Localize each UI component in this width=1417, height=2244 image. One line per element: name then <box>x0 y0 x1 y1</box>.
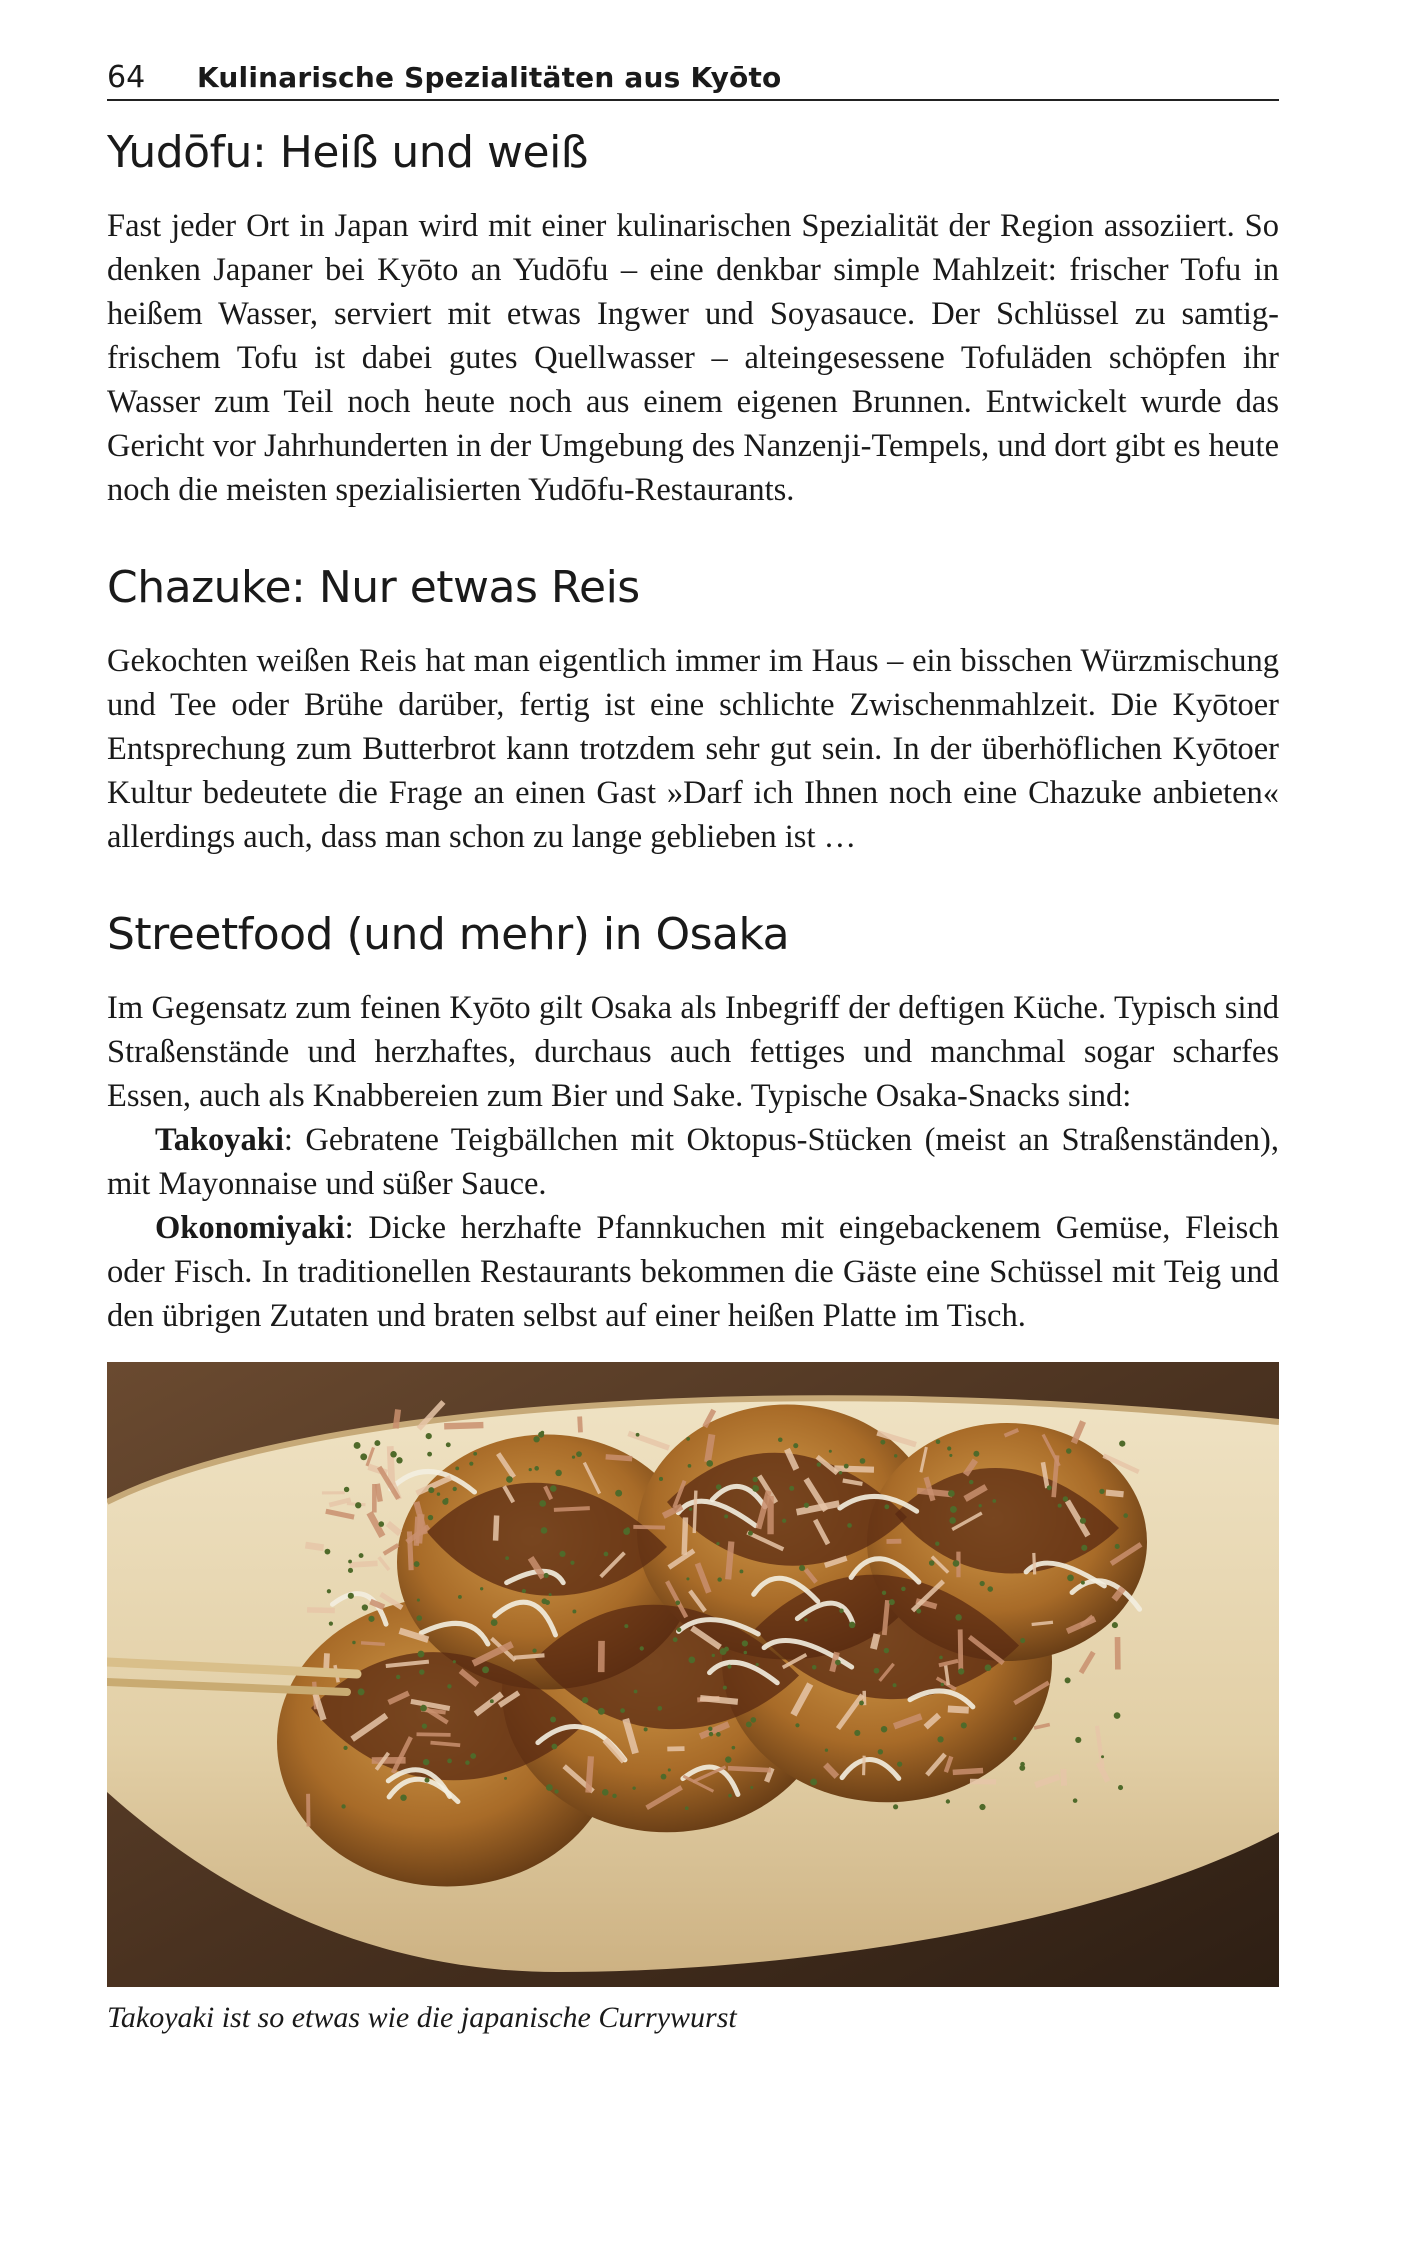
aonori-speck <box>442 1499 448 1505</box>
section-heading-osaka: Streetfood (und mehr) in Osaka <box>107 909 790 960</box>
aonori-speck <box>677 1628 681 1632</box>
aonori-speck <box>420 1705 427 1712</box>
aonori-speck <box>839 1471 843 1475</box>
aonori-speck <box>804 1503 809 1508</box>
aonori-speck <box>882 1591 886 1595</box>
aonori-speck <box>491 1619 498 1626</box>
aonori-speck <box>360 1453 367 1460</box>
aonori-speck <box>753 1477 758 1482</box>
aonori-speck <box>948 1490 955 1497</box>
aonori-speck <box>969 1480 973 1484</box>
aonori-speck <box>374 1440 380 1446</box>
paragraph-yudofu: Fast jeder Ort in Japan wird mit einer kulinarischen Spezialität der Region assoziiert. So denken Japaner bei Kyōto an Yudōfu – eine denkbar simple Mahlzeit: frischer Tofu in heißem Wasser, serviert mit etwas Ingwer und Soyasauce. Der Schlüssel zu samtig-frischem Tofu ist dabei gutes Quellwasser – alteingesessene Tofuläden schöpfen ihr Wasser zum Teil noch heute noch aus einem eigenen Brunnen. Entwickelt wurde das Gericht vor Jahrhunderten in der Umgebung des Nanzenji-Tempels, und dort gibt es heute noch die meisten spezialisierten Yudōfu-Restaurants. <box>107 208 1279 508</box>
aonori-speck <box>390 1451 397 1458</box>
aonori-speck <box>446 1442 451 1447</box>
aonori-speck <box>414 1561 420 1567</box>
bonito-flake <box>493 1515 500 1540</box>
aonori-speck <box>1020 1638 1025 1643</box>
aonori-speck <box>490 1699 494 1703</box>
aonori-speck <box>782 1519 786 1523</box>
aonori-speck <box>550 1717 556 1723</box>
aonori-speck <box>327 1589 331 1593</box>
aonori-speck <box>602 1789 609 1796</box>
aonori-speck <box>1075 1737 1081 1743</box>
aonori-speck <box>661 1774 667 1780</box>
bonito-flake <box>577 1416 583 1432</box>
aonori-speck <box>987 1586 993 1592</box>
aonori-speck <box>348 1568 353 1573</box>
aonori-speck <box>941 1683 944 1686</box>
aonori-speck <box>636 1433 640 1437</box>
aonori-speck <box>799 1565 805 1571</box>
running-head <box>107 60 1279 101</box>
aonori-speck <box>716 1484 722 1490</box>
aonori-speck <box>742 1640 748 1646</box>
aonori-speck <box>473 1452 477 1456</box>
aonori-speck <box>416 1615 422 1621</box>
aonori-speck <box>542 1598 548 1604</box>
bonito-flake <box>1060 1769 1067 1786</box>
aonori-speck <box>529 1468 532 1471</box>
aonori-speck <box>418 1651 425 1658</box>
aonori-speck <box>620 1708 625 1713</box>
aonori-speck <box>1073 1798 1078 1803</box>
aonori-speck <box>901 1587 906 1592</box>
aonori-speck <box>612 1794 616 1798</box>
aonori-speck <box>465 1760 469 1764</box>
aonori-speck <box>354 1442 361 1449</box>
aonori-speck <box>559 1551 565 1557</box>
aonori-speck <box>953 1560 960 1567</box>
aonori-speck <box>854 1730 860 1736</box>
bonito-flake <box>307 1607 335 1613</box>
section-heading-yudofu: Yudōfu: Heiß und weiß <box>107 127 589 178</box>
aonori-speck <box>916 1609 921 1614</box>
aonori-speck <box>658 1706 663 1711</box>
aonori-speck <box>437 1492 440 1495</box>
takoyaki-illustration <box>107 1362 1279 1987</box>
bonito-flake <box>444 1422 483 1430</box>
aonori-speck <box>686 1577 689 1580</box>
aonori-speck <box>428 1515 433 1520</box>
aonori-speck <box>400 1794 406 1800</box>
bonito-flake <box>1115 1637 1121 1670</box>
aonori-speck <box>554 1789 558 1793</box>
aonori-speck <box>689 1508 692 1511</box>
aonori-speck <box>955 1614 961 1620</box>
aonori-speck <box>572 1455 575 1458</box>
aonori-speck <box>1019 1765 1025 1771</box>
aonori-speck <box>640 1646 644 1650</box>
aonori-speck <box>423 1759 429 1765</box>
paragraph-chazuke: Gekochten weißen Reis hat man eigentlich immer im Haus – ein bisschen Würzmischung und Tee oder Brühe darüber, fertig ist eine schlichte Zwischenmahlzeit. Die Kyōtoer Entsprechung zum Butterbrot kann trotzdem sehr gut sein. In der überhöflichen Kyōtoer Kultur bedeutete die Frage an einen Gast »Darf ich Ihnen noch eine Chazuke anbieten« allerdings auch, dass man schon zu lange geblieben ist … <box>107 643 1279 855</box>
aonori-speck <box>748 1531 753 1536</box>
aonori-speck <box>453 1660 456 1663</box>
aonori-speck <box>359 1553 364 1558</box>
bonito-flake <box>886 1539 901 1544</box>
aonori-speck <box>576 1451 582 1457</box>
aonori-speck <box>756 1663 759 1666</box>
aonori-speck <box>355 1502 361 1508</box>
aonori-speck <box>992 1499 996 1503</box>
aonori-speck <box>368 1616 374 1622</box>
aonori-speck <box>712 1654 715 1657</box>
aonori-speck <box>744 1651 748 1655</box>
aonori-speck <box>1101 1755 1104 1758</box>
aonori-speck <box>947 1446 951 1450</box>
aonori-speck <box>804 1618 807 1621</box>
aonori-speck <box>1065 1677 1071 1683</box>
aonori-speck <box>538 1432 544 1438</box>
aonori-speck <box>1081 1581 1085 1585</box>
aonori-speck <box>893 1683 897 1687</box>
aonori-speck <box>1066 1448 1071 1453</box>
aonori-speck <box>1080 1518 1086 1524</box>
aonori-speck <box>723 1686 727 1690</box>
aonori-speck <box>688 1657 695 1664</box>
aonori-speck <box>1067 1575 1074 1582</box>
aonori-speck <box>708 1727 712 1731</box>
aonori-speck <box>751 1717 757 1723</box>
aonori-speck <box>570 1561 574 1565</box>
aonori-speck <box>835 1660 841 1666</box>
aonori-speck <box>470 1753 476 1759</box>
aonori-speck <box>1013 1737 1016 1740</box>
aonori-speck <box>572 1609 576 1613</box>
aonori-speck <box>936 1439 941 1444</box>
running-title: Kulinarische Spezialitäten aus Kyōto <box>197 61 782 94</box>
section-heading-chazuke: Chazuke: Nur etwas Reis <box>107 562 640 613</box>
aonori-speck <box>724 1647 729 1652</box>
aonori-speck <box>447 1759 452 1764</box>
aonori-speck <box>455 1467 459 1471</box>
aonori-speck <box>728 1794 732 1798</box>
aonori-speck <box>716 1732 721 1737</box>
aonori-speck <box>352 1641 355 1644</box>
aonori-speck <box>980 1581 985 1586</box>
bonito-flake <box>970 1779 996 1785</box>
aonori-speck <box>860 1458 866 1464</box>
aonori-speck <box>878 1749 883 1754</box>
aonori-speck <box>685 1806 689 1810</box>
aonori-speck <box>740 1570 744 1574</box>
aonori-speck <box>550 1485 557 1492</box>
page-number: 64 <box>107 60 146 95</box>
aonori-speck <box>325 1549 331 1555</box>
bonito-flake <box>416 1732 450 1736</box>
aonori-speck <box>358 1688 365 1695</box>
aonori-speck <box>724 1514 728 1518</box>
aonori-speck <box>348 1593 354 1599</box>
takoyaki-photo <box>107 1362 1279 1987</box>
bonito-flake <box>598 1641 605 1672</box>
aonori-speck <box>1118 1785 1123 1790</box>
aonori-speck <box>348 1560 352 1564</box>
term-takoyaki: Takoyaki <box>155 1122 284 1158</box>
aonori-speck <box>362 1604 368 1610</box>
bonito-flake <box>322 1491 345 1494</box>
list-item-okonomiyaki <box>107 1206 1279 1338</box>
aonori-speck <box>634 1690 638 1694</box>
bonito-flake <box>958 1629 963 1670</box>
aonori-speck <box>881 1726 887 1732</box>
aonori-speck <box>623 1528 630 1535</box>
aonori-speck <box>961 1722 967 1728</box>
aonori-speck <box>949 1517 956 1524</box>
aonori-speck <box>426 1433 432 1439</box>
aonori-speck <box>522 1589 526 1593</box>
aonori-speck <box>480 1587 483 1590</box>
aonori-speck <box>505 1556 509 1560</box>
aonori-speck <box>546 1784 553 1791</box>
aonori-speck <box>752 1485 759 1492</box>
aonori-speck <box>893 1804 898 1809</box>
aonori-speck <box>329 1622 333 1626</box>
aonori-speck <box>727 1665 731 1669</box>
aonori-speck <box>725 1756 731 1762</box>
aonori-speck <box>604 1552 609 1557</box>
aonori-speck <box>844 1464 849 1469</box>
aonori-speck <box>555 1470 562 1477</box>
aonori-speck <box>884 1504 889 1509</box>
aonori-speck <box>1099 1489 1104 1494</box>
aonori-speck <box>839 1609 843 1613</box>
aonori-speck <box>551 1744 557 1750</box>
aonori-speck <box>795 1723 799 1727</box>
aonori-speck <box>958 1668 964 1674</box>
aonori-speck <box>979 1804 985 1810</box>
aonori-speck <box>859 1701 864 1706</box>
list-item-takoyaki <box>107 1118 1279 1206</box>
aonori-speck <box>534 1466 539 1471</box>
aonori-speck <box>894 1454 897 1457</box>
aonori-speck <box>1123 1513 1128 1518</box>
aonori-speck <box>717 1577 721 1581</box>
aonori-speck <box>935 1541 939 1545</box>
aonori-speck <box>946 1799 950 1803</box>
aonori-speck <box>1115 1544 1120 1549</box>
aonori-speck <box>716 1542 719 1545</box>
aonori-speck <box>417 1599 420 1602</box>
aonori-speck <box>533 1436 539 1442</box>
aonori-speck <box>453 1487 457 1491</box>
aonori-speck <box>673 1637 678 1642</box>
aonori-speck <box>849 1622 856 1629</box>
aonori-speck <box>341 1804 345 1808</box>
book-page <box>107 60 1279 2035</box>
aonori-speck <box>482 1666 489 1673</box>
aonori-speck <box>825 1749 828 1752</box>
aonori-speck <box>880 1440 885 1445</box>
aonori-speck <box>615 1490 622 1497</box>
aonori-speck <box>688 1464 692 1468</box>
aonori-speck <box>539 1500 546 1507</box>
aonori-speck <box>1081 1545 1087 1551</box>
aonori-speck <box>541 1527 548 1534</box>
aonori-speck <box>422 1723 427 1728</box>
aonori-speck <box>598 1708 605 1715</box>
aonori-speck <box>889 1599 895 1605</box>
aonori-speck <box>778 1437 783 1442</box>
aonori-speck <box>686 1437 690 1441</box>
aonori-speck <box>874 1668 880 1674</box>
aonori-speck <box>447 1684 451 1688</box>
aonori-speck <box>396 1675 400 1679</box>
aonori-speck <box>979 1504 982 1507</box>
aonori-speck <box>812 1665 817 1670</box>
aonori-speck <box>644 1727 648 1731</box>
bonito-flake <box>306 1794 310 1827</box>
aonori-speck <box>504 1777 507 1780</box>
term-okonomiyaki: Okonomiyaki <box>155 1210 345 1246</box>
aonori-speck <box>1063 1496 1068 1501</box>
bonito-flake <box>948 1705 969 1713</box>
photo-caption: Takoyaki ist so etwas wie die japanische Currywurst <box>107 2001 737 2034</box>
aonori-speck <box>709 1732 713 1736</box>
aonori-speck <box>810 1779 817 1786</box>
aonori-speck <box>659 1477 663 1481</box>
aonori-speck <box>746 1722 752 1728</box>
aonori-speck <box>950 1506 957 1513</box>
aonori-speck <box>847 1523 852 1528</box>
aonori-speck <box>929 1560 935 1566</box>
aonori-speck <box>1058 1504 1062 1508</box>
aonori-speck <box>1047 1485 1052 1490</box>
aonori-speck <box>624 1624 628 1628</box>
aonori-speck <box>632 1786 635 1789</box>
aonori-speck <box>750 1786 753 1789</box>
aonori-speck <box>458 1595 462 1599</box>
aonori-speck <box>829 1450 832 1453</box>
aonori-speck <box>378 1521 384 1527</box>
aonori-speck <box>668 1768 671 1771</box>
aonori-speck <box>419 1669 424 1674</box>
aonori-speck <box>675 1600 680 1605</box>
aonori-speck <box>344 1487 349 1492</box>
aonori-speck <box>428 1487 434 1493</box>
definition-okonomiyaki: : Dicke herzhafte Pfannkuchen mit eingebackenem Gemüse, Fleisch oder Fisch. In traditionellen Restaurants bekommen die Gäste eine Schüssel mit Teig und den übrigen Zutaten und braten selbst auf einer heißen Platte im Tisch. <box>107 1210 1279 1334</box>
aonori-speck <box>1114 1712 1121 1719</box>
bonito-flake <box>667 1746 684 1751</box>
aonori-speck <box>732 1746 736 1750</box>
aonori-speck <box>706 1460 713 1467</box>
aonori-speck <box>897 1762 902 1767</box>
aonori-speck <box>544 1573 549 1578</box>
aonori-speck <box>939 1656 943 1660</box>
bonito-flake <box>633 1525 665 1530</box>
aonori-speck <box>973 1451 979 1457</box>
aonori-speck <box>793 1443 798 1448</box>
aonori-speck <box>789 1486 794 1491</box>
aonori-speck <box>884 1648 889 1653</box>
definition-takoyaki: : Gebratene Teigbällchen mit Oktopus-Stücken (meist an Straßenständen), mit Mayonnaise und süßer Sauce. <box>107 1122 1279 1202</box>
aonori-speck <box>985 1664 992 1671</box>
aonori-speck <box>506 1476 513 1483</box>
aonori-speck <box>396 1457 402 1463</box>
aonori-speck <box>582 1697 588 1703</box>
aonori-speck <box>343 1746 347 1750</box>
aonori-speck <box>1119 1440 1125 1446</box>
aonori-speck <box>1112 1622 1118 1628</box>
aonori-speck <box>937 1736 943 1742</box>
aonori-speck <box>427 1452 432 1457</box>
bonito-flake <box>862 1756 866 1776</box>
aonori-speck <box>424 1778 429 1783</box>
paragraph-osaka-intro: Im Gegensatz zum feinen Kyōto gilt Osaka als Inbegriff der deftigen Küche. Typisch sind Straßenstände und herzhaftes, durchaus auch fettiges und manchmal sogar scharfes Essen, auch als Knabbereien zum Bier und Sake. Typische Osaka-Snacks sind: <box>107 990 1279 1114</box>
aonori-speck <box>469 1462 473 1466</box>
aonori-speck <box>532 1648 536 1652</box>
aonori-speck <box>817 1462 821 1466</box>
aonori-speck <box>949 1454 952 1457</box>
aonori-speck <box>549 1593 552 1596</box>
